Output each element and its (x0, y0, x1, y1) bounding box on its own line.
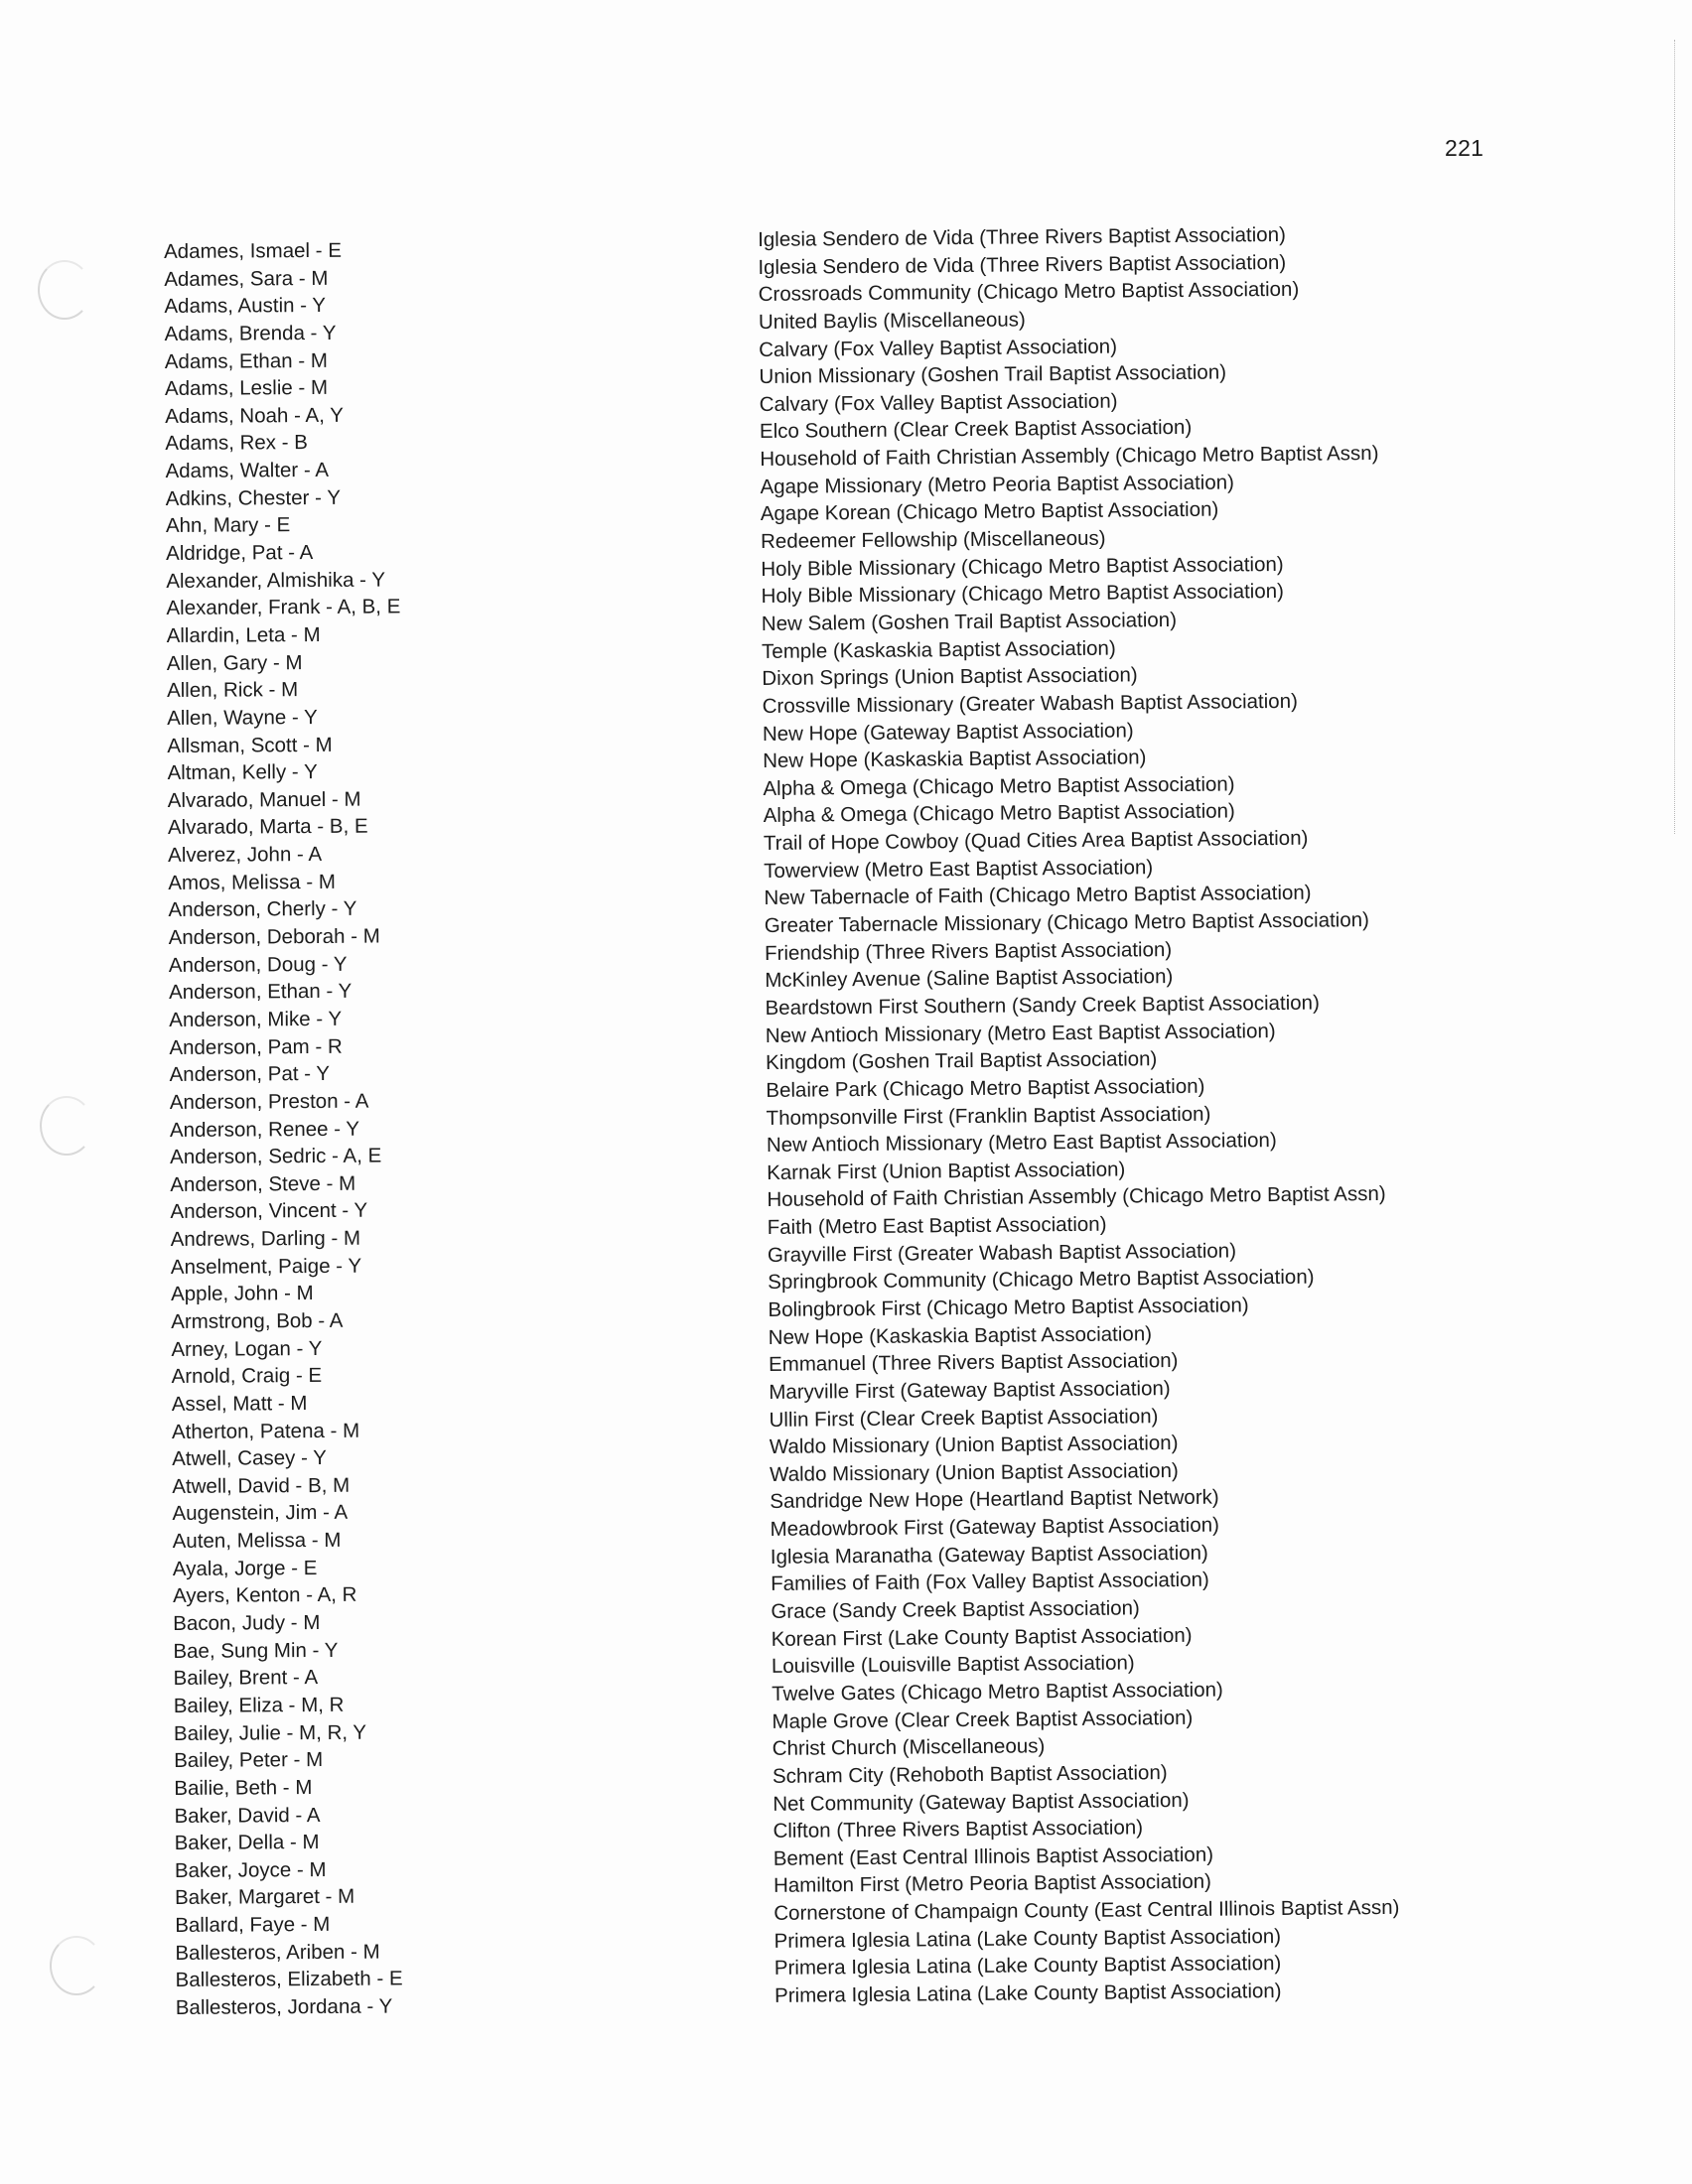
church-association-entry: Towerview (Metro East Baptist Association) (764, 855, 1154, 883)
member-name-entry: Amos, Melissa - M (168, 870, 336, 894)
church-association-entry: Iglesia Sendero de Vida (Three Rivers Baptist Association) (758, 222, 1286, 251)
member-name-entry: Bailey, Brent - A (173, 1666, 319, 1691)
church-association-entry: Beardstown First Southern (Sandy Creek Baptist Association) (765, 991, 1320, 1020)
church-association-entry: New Hope (Kaskaskia Baptist Association) (768, 1321, 1153, 1349)
member-name-entry: Adams, Austin - Y (164, 294, 327, 319)
member-name-entry: Allen, Wayne - Y (167, 705, 318, 730)
church-association-entry: Greater Tabernacle Missionary (Chicago Metro Baptist Association) (764, 908, 1370, 937)
church-association-entry: Emmanuel (Three Rivers Baptist Association) (768, 1349, 1179, 1377)
member-name-entry: Adams, Rex - B (165, 431, 308, 456)
member-name-entry: Anderson, Ethan - Y (168, 980, 352, 1005)
member-name-entry: Alexander, Frank - A, B, E (166, 595, 401, 620)
punch-hole-top (38, 260, 91, 320)
member-name-entry: Anderson, Pat - Y (169, 1062, 331, 1087)
member-name-entry: Adams, Noah - A, Y (165, 403, 344, 428)
member-name-entry: Bailey, Eliza - M, R (173, 1693, 345, 1717)
member-name-entry: Anselment, Paige - Y (170, 1254, 362, 1279)
church-association-entry: Bolingbrook First (Chicago Metro Baptist Association) (768, 1294, 1249, 1321)
member-name-entry: Anderson, Vincent - Y (170, 1199, 368, 1224)
member-name-entry: Atherton, Patena - M (171, 1419, 360, 1443)
member-name-entry: Anderson, Cherly - Y (168, 897, 357, 922)
member-name-entry: Adams, Ethan - M (164, 348, 328, 373)
church-association-entry: Schram City (Rehoboth Baptist Association) (772, 1760, 1168, 1788)
member-name-entry: Andrews, Darling - M (170, 1226, 361, 1252)
church-association-entry: Primera Iglesia Latina (Lake County Baptist Association) (774, 1924, 1282, 1953)
church-association-entry: Cornerstone of Champaign County (East Central Illinois Baptist Assn) (774, 1895, 1400, 1925)
church-association-entry: Temple (Kaskaskia Baptist Association) (761, 636, 1116, 663)
church-association-entry: Karnak First (Union Baptist Association) (767, 1158, 1126, 1184)
church-association-entry: Grayville First (Greater Wabash Baptist Association) (767, 1239, 1237, 1267)
member-name-entry: Bailey, Julie - M, R, Y (173, 1720, 367, 1745)
punch-hole-bottom (50, 1936, 103, 1995)
church-association-entry: Alpha & Omega (Chicago Metro Baptist Association) (763, 799, 1235, 828)
church-association-entry: Faith (Metro East Baptist Association) (767, 1212, 1107, 1240)
church-association-entry: New Hope (Kaskaskia Baptist Association) (763, 746, 1147, 773)
church-association-entry: Union Missionary (Goshen Trail Baptist Association) (759, 360, 1227, 389)
church-association-entry: New Hope (Gateway Baptist Association) (762, 718, 1134, 746)
church-association-entry: Dixon Springs (Union Baptist Association) (762, 663, 1138, 691)
member-name-entry: Ahn, Mary - E (165, 513, 291, 538)
page-number: 221 (1445, 135, 1484, 161)
member-name-entry: Adams, Leslie - M (164, 376, 329, 401)
church-association-entry: Elco Southern (Clear Creek Baptist Association) (759, 416, 1193, 444)
member-name-entry: Ballesteros, Jordana - Y (175, 1994, 393, 2019)
church-association-entry: Ullin First (Clear Creek Baptist Association) (769, 1404, 1159, 1432)
member-name-entry: Baker, Della - M (174, 1831, 320, 1855)
church-association-entry: Christ Church (Miscellaneous) (772, 1734, 1046, 1761)
church-association-entry: Belaire Park (Chicago Metro Baptist Association) (766, 1074, 1205, 1102)
church-association-entry: United Baylis (Miscellaneous) (758, 308, 1026, 334)
church-association-entry: Trail of Hope Cowboy (Quad Cities Area Baptist Association) (763, 826, 1309, 856)
church-association-entry: Holy Bible Missionary (Chicago Metro Baptist Association) (761, 580, 1285, 609)
member-name-entry: Baker, Margaret - M (175, 1885, 355, 1910)
member-name-entry: Bailey, Peter - M (174, 1748, 324, 1773)
church-association-entry: Families of Faith (Fox Valley Baptist Association) (771, 1569, 1209, 1596)
church-association-entry: Primera Iglesia Latina (Lake County Baptist Association) (774, 1952, 1282, 1980)
church-association-entry: Louisville (Louisville Baptist Association) (771, 1651, 1135, 1679)
member-name-entry: Adams, Brenda - Y (164, 321, 337, 345)
church-association-entry: Clifton (Three Rivers Baptist Association) (773, 1816, 1144, 1843)
member-name-entry: Anderson, Doug - Y (168, 952, 348, 977)
member-name-entry: Ballard, Faye - M (175, 1913, 331, 1938)
punch-hole-middle (40, 1096, 93, 1156)
member-name-entry: Atwell, David - B, M (172, 1473, 351, 1498)
church-association-entry: Waldo Missionary (Union Baptist Association) (769, 1432, 1179, 1459)
church-association-entry: Household of Faith Christian Assembly (Chicago Metro Baptist Assn) (760, 442, 1379, 472)
church-association-entry: McKinley Avenue (Saline Baptist Association) (765, 965, 1174, 993)
member-name-entry: Bailie, Beth - M (174, 1775, 313, 1800)
church-association-entry: Crossville Missionary (Greater Wabash Baptist Association) (762, 689, 1298, 718)
churches-column (758, 217, 1668, 2009)
member-name-entry: Augenstein, Jim - A (172, 1501, 349, 1526)
church-association-entry: Calvary (Fox Valley Baptist Association) (759, 335, 1118, 361)
church-association-entry: Bement (East Central Illinois Baptist Association) (773, 1843, 1214, 1870)
church-association-entry: Sandridge New Hope (Heartland Baptist Network) (770, 1486, 1219, 1514)
church-association-entry: Household of Faith Christian Assembly (Chicago Metro Baptist Assn) (767, 1182, 1386, 1212)
member-name-entry: Anderson, Preston - A (169, 1089, 369, 1114)
church-association-entry: Hamilton First (Metro Peoria Baptist Association) (773, 1870, 1212, 1898)
member-name-entry: Anderson, Steve - M (170, 1171, 356, 1196)
member-name-entry: Armstrong, Bob - A (171, 1308, 344, 1333)
member-name-entry: Baker, Joyce - M (174, 1857, 327, 1882)
member-name-entry: Anderson, Mike - Y (169, 1007, 343, 1031)
member-name-entry: Allen, Rick - M (166, 678, 299, 703)
member-name-entry: Atwell, Casey - Y (172, 1446, 327, 1471)
church-association-entry: Maryville First (Gateway Baptist Association) (769, 1376, 1171, 1404)
church-association-entry: Kingdom (Goshen Trail Baptist Association) (765, 1047, 1158, 1075)
church-association-entry: Grace (Sandy Creek Baptist Association) (771, 1596, 1140, 1623)
member-name-entry: Auten, Melissa - M (172, 1528, 342, 1554)
member-name-entry: Alvarado, Marta - B, E (167, 815, 368, 840)
member-name-entry: Arnold, Craig - E (171, 1364, 323, 1389)
member-name-entry: Anderson, Deborah - M (168, 924, 380, 949)
member-name-entry: Anderson, Renee - Y (169, 1117, 360, 1142)
member-name-entry: Allen, Gary - M (166, 650, 303, 675)
member-name-entry: Adkins, Chester - Y (165, 485, 342, 510)
church-association-entry: Agape Korean (Chicago Metro Baptist Association) (760, 497, 1219, 526)
church-association-entry: Net Community (Gateway Baptist Association) (773, 1788, 1190, 1816)
church-association-entry: Iglesia Maranatha (Gateway Baptist Association) (770, 1541, 1208, 1569)
member-name-entry: Aldridge, Pat - A (166, 541, 314, 566)
member-name-entry: Ayers, Kenton - A, R (172, 1583, 357, 1608)
member-name-entry: Adames, Ismael - E (164, 238, 343, 263)
church-association-entry: Alpha & Omega (Chicago Metro Baptist Association) (763, 772, 1235, 800)
member-name-entry: Allsman, Scott - M (167, 733, 333, 757)
church-association-entry: New Antioch Missionary (Metro East Baptist Association) (766, 1129, 1277, 1158)
church-association-entry: Holy Bible Missionary (Chicago Metro Baptist Association) (761, 552, 1284, 581)
church-association-entry: Waldo Missionary (Union Baptist Association) (769, 1458, 1179, 1486)
member-name-entry: Anderson, Pam - R (169, 1034, 343, 1059)
church-association-entry: Springbrook Community (Chicago Metro Baptist Association) (768, 1266, 1315, 1295)
member-name-entry: Baker, David - A (174, 1803, 321, 1828)
church-association-entry: Primera Iglesia Latina (Lake County Baptist Association) (775, 1979, 1282, 2007)
member-name-entry: Altman, Kelly - Y (167, 760, 318, 785)
church-association-entry: Korean First (Lake County Baptist Association) (771, 1623, 1193, 1651)
church-association-entry: Thompsonville First (Franklin Baptist Association) (766, 1102, 1211, 1130)
member-name-entry: Anderson, Sedric - A, E (170, 1144, 382, 1169)
member-name-entry: Bae, Sung Min - Y (173, 1638, 339, 1663)
member-name-entry: Alverez, John - A (168, 843, 323, 868)
church-association-entry: Meadowbrook First (Gateway Baptist Association) (770, 1513, 1220, 1542)
member-name-entry: Adames, Sara - M (164, 266, 329, 291)
church-association-entry: Friendship (Three Rivers Baptist Association) (764, 937, 1173, 965)
member-name-entry: Assel, Matt - M (171, 1391, 308, 1416)
member-name-entry: Ballesteros, Elizabeth - E (175, 1967, 403, 1992)
church-association-entry: Twelve Gates (Chicago Metro Baptist Association) (772, 1678, 1223, 1706)
member-name-entry: Allardin, Leta - M (166, 622, 321, 647)
church-association-entry: Maple Grove (Clear Creek Baptist Association) (772, 1706, 1194, 1733)
member-name-entry: Apple, John - M (170, 1282, 314, 1306)
member-name-entry: Ayala, Jorge - E (172, 1556, 318, 1580)
member-name-entry: Arney, Logan - Y (171, 1336, 323, 1361)
member-name-entry: Alexander, Almishika - Y (166, 568, 386, 593)
church-association-entry: New Antioch Missionary (Metro East Baptist Association) (765, 1019, 1276, 1047)
church-association-entry: Calvary (Fox Valley Baptist Association) (759, 389, 1118, 416)
names-column (164, 234, 732, 2021)
member-name-entry: Ballesteros, Ariben - M (175, 1940, 380, 1965)
church-association-entry: Crossroads Community (Chicago Metro Baptist Association) (758, 278, 1300, 307)
member-name-entry: Alvarado, Manuel - M (167, 787, 361, 812)
member-name-entry: Adams, Walter - A (165, 459, 330, 483)
church-association-entry: Redeemer Fellowship (Miscellaneous) (760, 526, 1106, 554)
member-name-entry: Bacon, Judy - M (173, 1611, 321, 1636)
church-association-entry: New Tabernacle of Faith (Chicago Metro Baptist Association) (764, 882, 1312, 910)
church-association-entry: New Salem (Goshen Trail Baptist Association) (761, 608, 1178, 635)
scan-edge-mark (1674, 40, 1675, 834)
church-association-entry: Iglesia Sendero de Vida (Three Rivers Baptist Association) (758, 250, 1287, 279)
church-association-entry: Agape Missionary (Metro Peoria Baptist Association) (760, 471, 1235, 498)
